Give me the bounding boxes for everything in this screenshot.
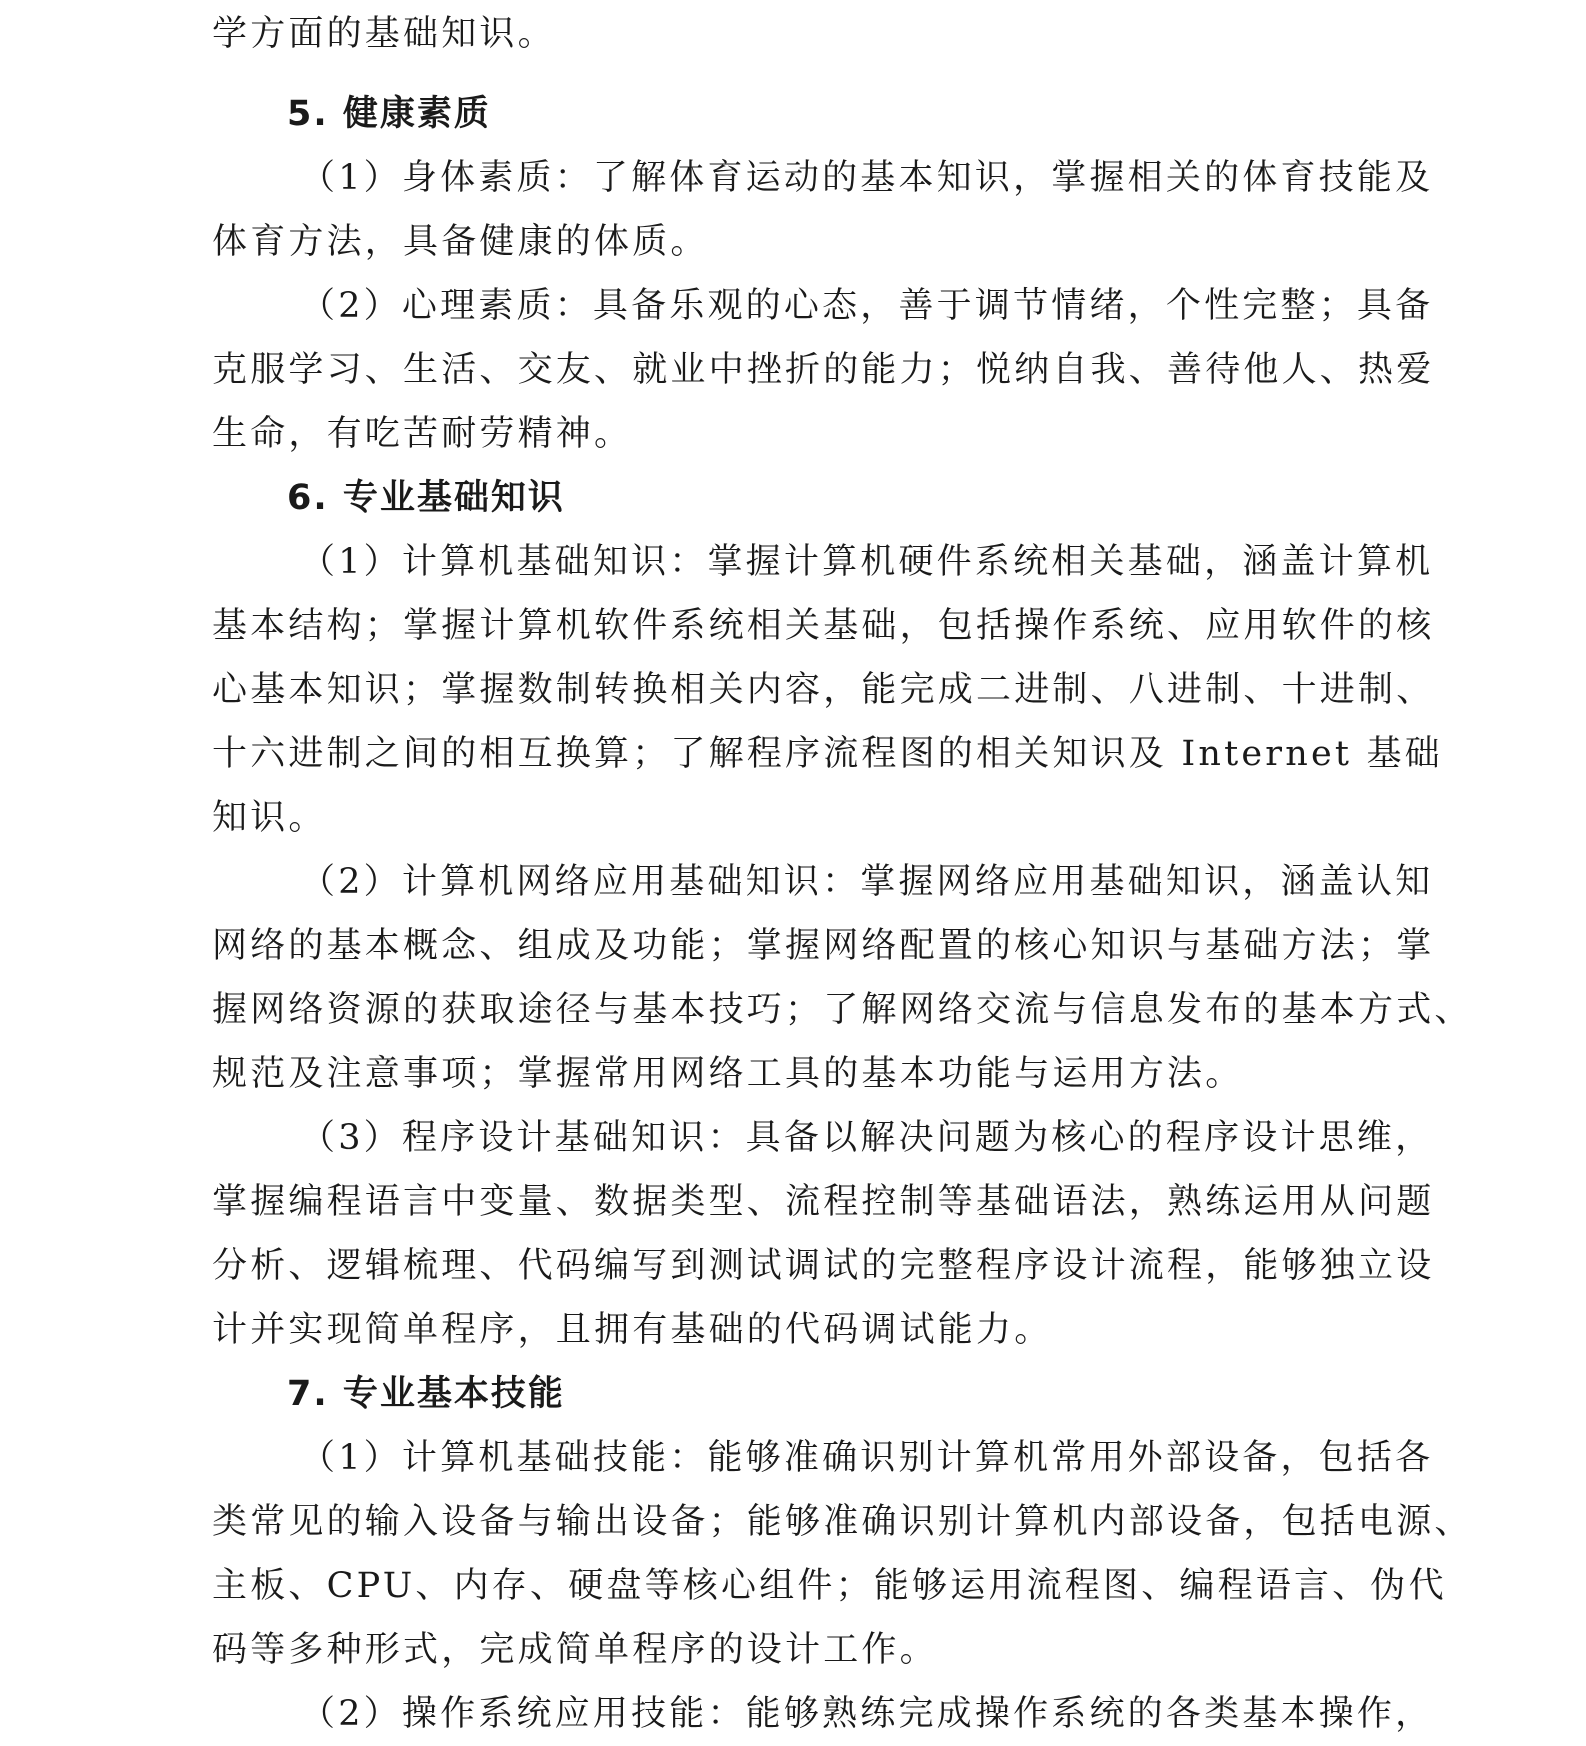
text-line: 类常见的输入设备与输出设备；能够准确识别计算机内部设备，包括电源、 xyxy=(212,1502,1473,1542)
text-line: 心基本知识；掌握数制转换相关内容，能完成二进制、八进制、十进制、 xyxy=(212,670,1435,710)
text-line: 生命，有吃苦耐劳精神。 xyxy=(212,414,633,454)
text-line: 分析、逻辑梳理、代码编写到测试调试的完整程序设计流程，能够独立设 xyxy=(212,1246,1435,1286)
heading-professional-skills: 7. 专业基本技能 xyxy=(287,1374,565,1414)
heading-health-quality: 5. 健康素质 xyxy=(287,94,491,134)
text-line: （1）计算机基础知识：掌握计算机硬件系统相关基础，涵盖计算机 xyxy=(300,542,1434,582)
text-line: 知识。 xyxy=(212,798,327,838)
paragraph-psychological-quality xyxy=(212,274,1435,466)
paragraph-network-basics xyxy=(212,850,1473,1106)
text-line: 学方面的基础知识。 xyxy=(212,14,556,54)
paragraph-os-skills xyxy=(212,1682,1434,1746)
text-line: 握网络资源的获取途径与基本技巧；了解网络交流与信息发布的基本方式、 xyxy=(212,990,1473,1030)
paragraph-programming-basics xyxy=(212,1106,1435,1362)
text-line: （3）程序设计基础知识：具备以解决问题为核心的程序设计思维， xyxy=(300,1118,1434,1158)
text-line: 网络的基本概念、组成及功能；掌握网络配置的核心知识与基础方法；掌 xyxy=(212,926,1435,966)
text-line: 基本结构；掌握计算机软件系统相关基础，包括操作系统、应用软件的核 xyxy=(212,606,1435,646)
text-line: （1）身体素质：了解体育运动的基本知识，掌握相关的体育技能及 xyxy=(300,158,1434,198)
text-line: （1）计算机基础技能：能够准确识别计算机常用外部设备，包括各 xyxy=(300,1438,1434,1478)
text-line: 规范及注意事项；掌握常用网络工具的基本功能与运用方法。 xyxy=(212,1054,1244,1094)
text-line: 十六进制之间的相互换算；了解程序流程图的相关知识及 Internet 基础 xyxy=(212,734,1443,774)
text-line: 克服学习、生活、交友、就业中挫折的能力；悦纳自我、善待他人、热爱 xyxy=(212,350,1435,390)
text-line: 码等多种形式，完成简单程序的设计工作。 xyxy=(212,1630,938,1670)
text-line: （2）计算机网络应用基础知识：掌握网络应用基础知识，涵盖认知 xyxy=(300,862,1434,902)
text-line: （2）心理素质：具备乐观的心态，善于调节情绪，个性完整；具备 xyxy=(300,286,1434,326)
text-line: 主板、CPU、内存、硬盘等核心组件；能够运用流程图、编程语言、伪代 xyxy=(212,1566,1447,1606)
paragraph-physical-quality xyxy=(212,146,1434,274)
paragraph-computer-skills xyxy=(212,1426,1473,1682)
text-line: （2）操作系统应用技能：能够熟练完成操作系统的各类基本操作， xyxy=(300,1694,1434,1734)
heading-professional-knowledge: 6. 专业基础知识 xyxy=(287,478,565,518)
text-line: 掌握编程语言中变量、数据类型、流程控制等基础语法，熟练运用从问题 xyxy=(212,1182,1435,1222)
document-body xyxy=(212,2,1473,1746)
text-line: 计并实现简单程序，且拥有基础的代码调试能力。 xyxy=(212,1310,1053,1350)
text-line: 体育方法，具备健康的体质。 xyxy=(212,222,709,262)
paragraph-computer-basics xyxy=(212,530,1443,850)
